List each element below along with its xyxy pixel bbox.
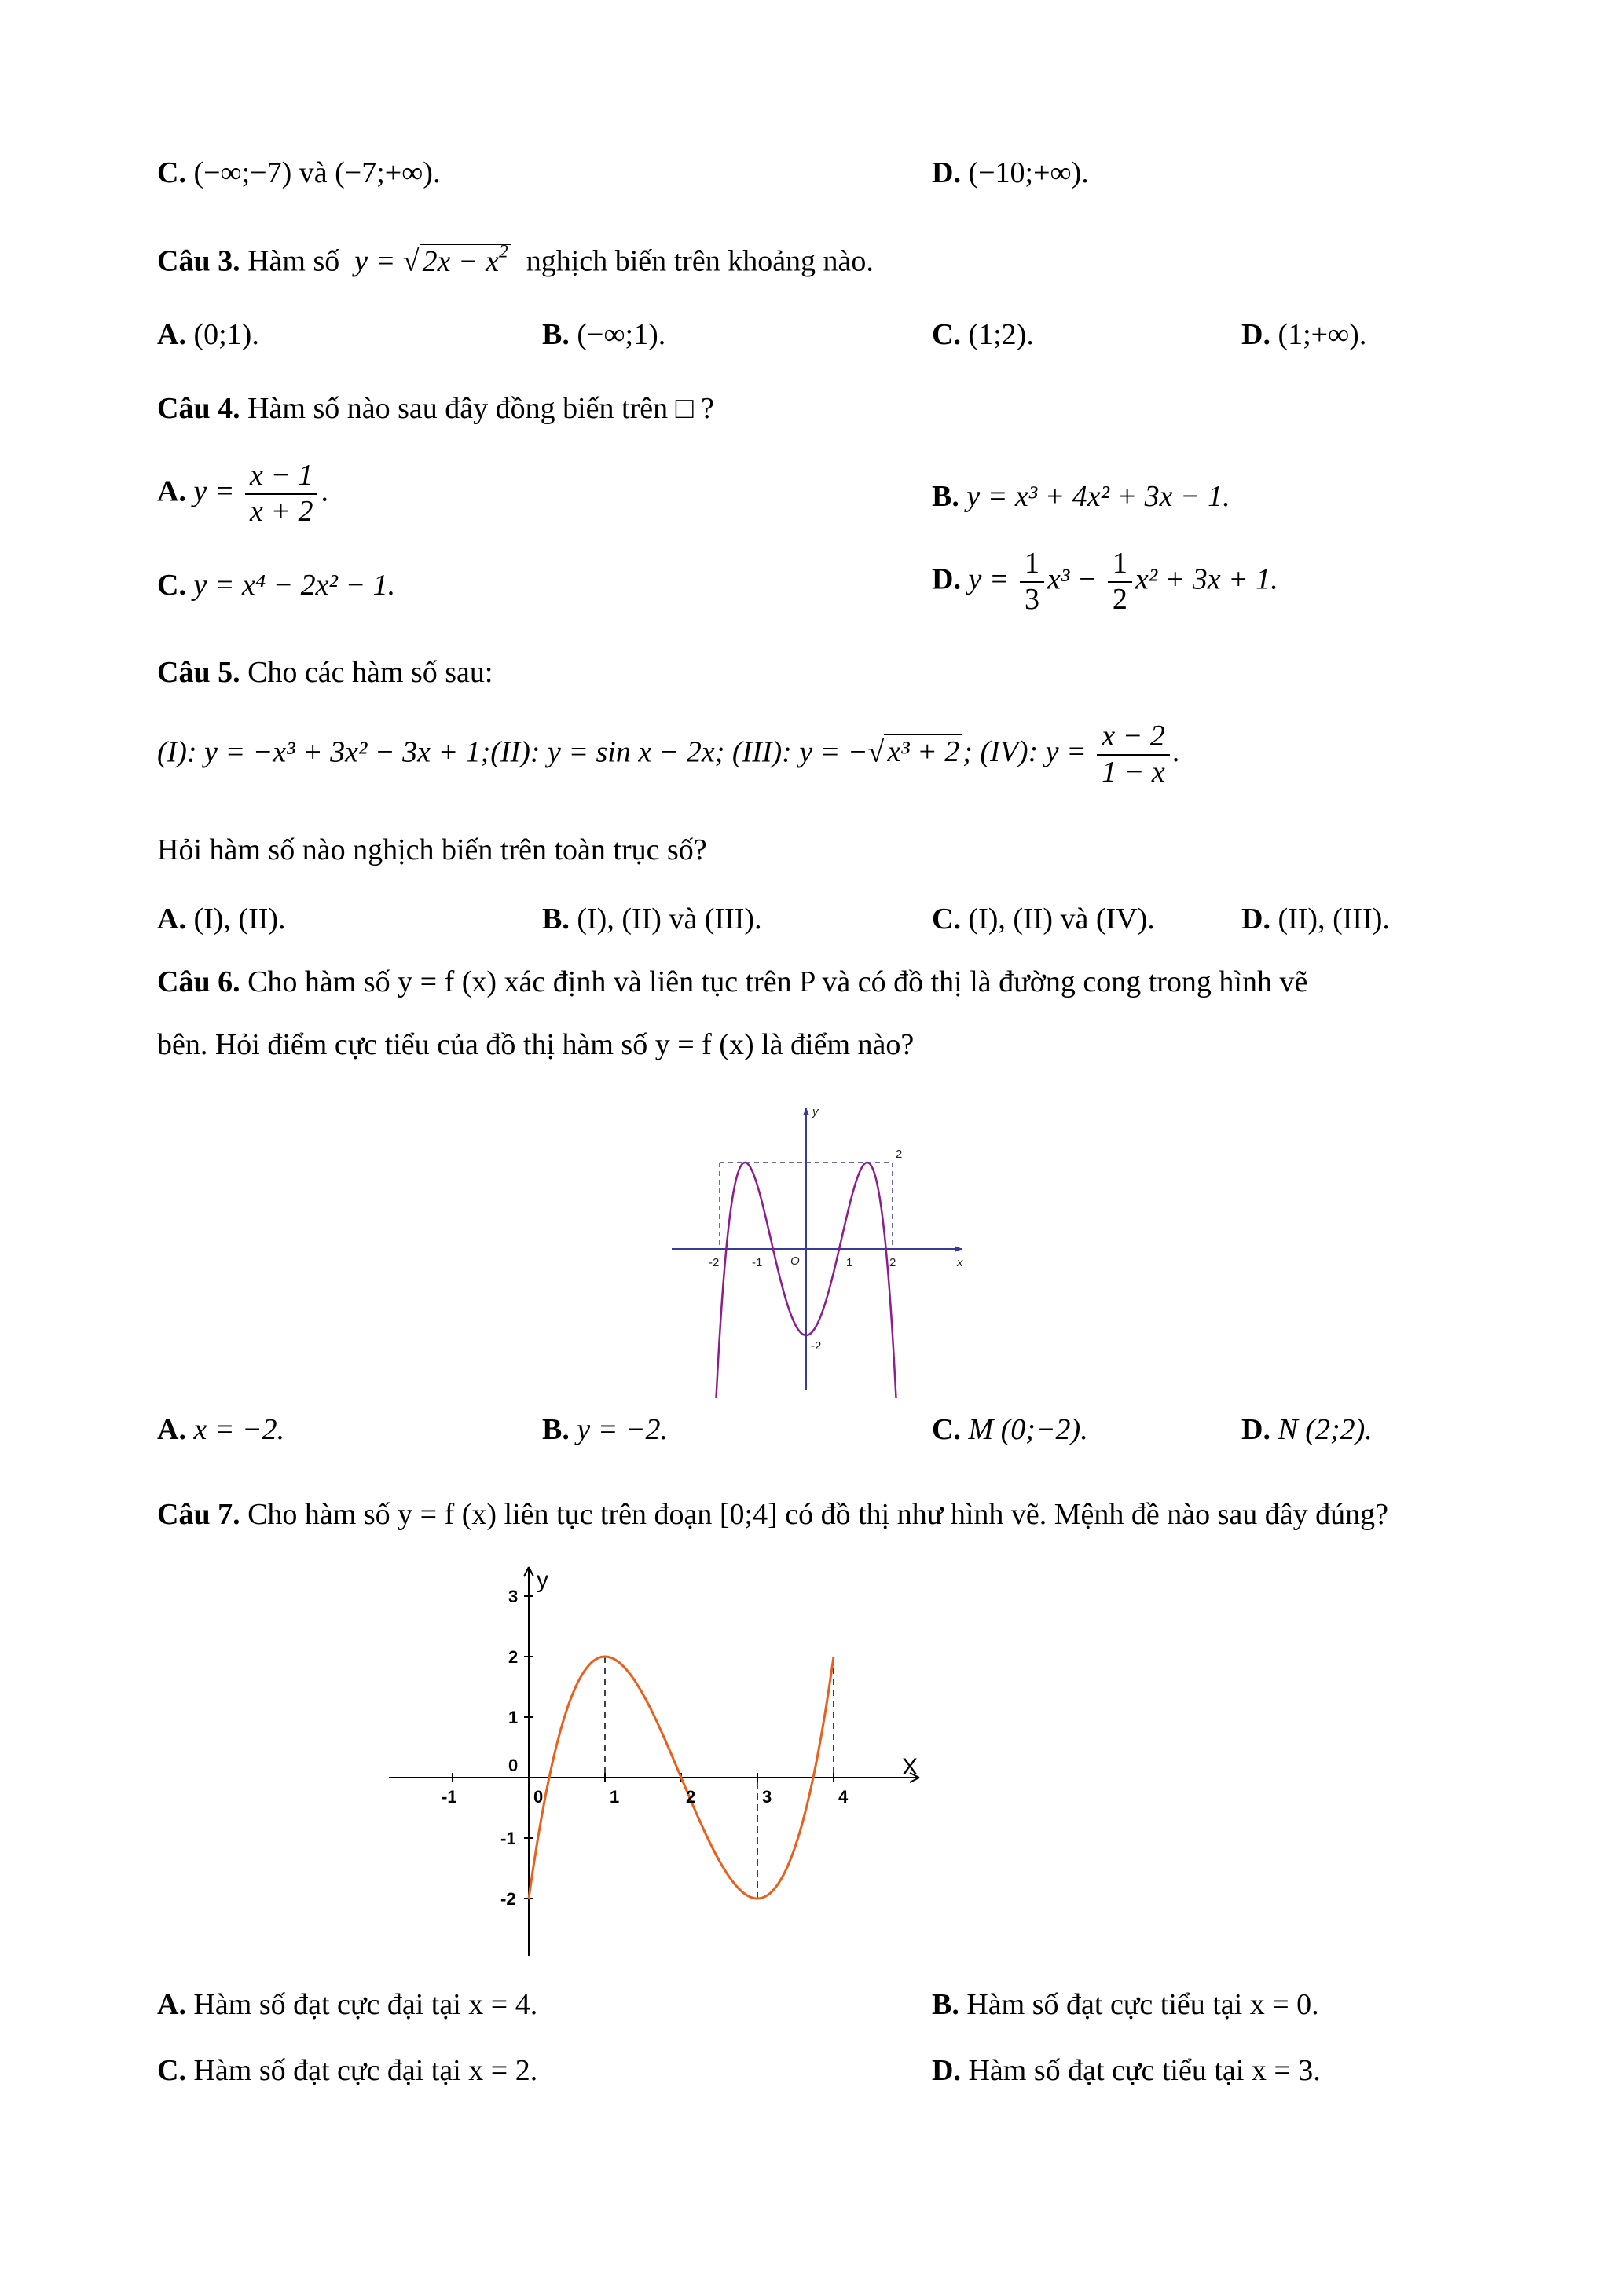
sqrt-radicand: $2x - x^2$ (420, 244, 511, 278)
question-tail: nghịch biến trên khoảng nào. (526, 244, 874, 278)
question-5-stem: Câu 5. Cho các hàm số sau: (157, 656, 493, 689)
y-tick-label-2: 2 (896, 1148, 903, 1161)
function-i: (I): y = −x³ + 3x² − 3x + 1; (157, 735, 491, 769)
question-5-functions (157, 720, 1180, 789)
question-5-option-c[interactable]: C. (I), (II) và (IV). (932, 903, 1155, 936)
x-tick-label: 2 (686, 1787, 696, 1807)
question-4-option-b[interactable]: B. y = x³ + 4x² + 3x − 1. (932, 480, 1230, 513)
question-5-option-a[interactable]: A. (I), (II). (157, 903, 286, 936)
option-label: D. (932, 156, 961, 189)
question-3-stem (157, 240, 874, 280)
x-tick-label: -2 (709, 1256, 720, 1269)
x-tick-label: 2 (889, 1256, 896, 1269)
option-text: (−∞;−7) và (−7;+∞). (193, 156, 441, 189)
fraction: $\frac{x - 1}{x + 2}$ (245, 459, 318, 529)
y-tick-label: 2 (508, 1647, 519, 1667)
option-label: C. (157, 156, 186, 189)
y-tick-label: 0 (508, 1756, 519, 1775)
question-4-option-d[interactable]: D. y = $\frac{1}{3}$ x³ − $\frac{1}{2}$ x² + 3x + 1. (932, 547, 1278, 616)
x-tick-label: 3 (762, 1787, 772, 1807)
x-tick-label: 1 (846, 1256, 853, 1269)
question-6-option-d[interactable]: D. N (2;2). (1241, 1413, 1373, 1446)
question-4-option-c[interactable]: C. y = x⁴ − 2x² − 1. (157, 569, 396, 602)
question-4-option-a[interactable]: A. y = $\frac{x - 1}{x + 2}$ . (157, 459, 328, 528)
y-axis-label: y (812, 1105, 819, 1119)
sqrt-sign: √ (402, 244, 420, 278)
question-6-stem-line1: Câu 6. Cho hàm số y = f (x) xác định và liên tục trên P và có đồ thị là đường cong trong hình vẽ (157, 965, 1308, 998)
y-axis-label: y (537, 1567, 548, 1593)
x-tick-label: 1 (610, 1787, 620, 1807)
question-3-option-d[interactable]: D. (1;+∞). (1241, 318, 1367, 351)
y-tick-label: -2 (500, 1889, 516, 1909)
question-3-option-b[interactable]: B. (−∞;1). (542, 318, 666, 351)
question-7-option-b[interactable]: B. Hàm số đạt cực tiểu tại x = 0. (932, 1988, 1319, 2021)
question-6-option-a[interactable]: A. x = −2. (157, 1413, 285, 1446)
question-5-option-b[interactable]: B. (I), (II) và (III). (542, 903, 762, 936)
x-tick-label: 0 (533, 1787, 544, 1807)
x-axis-arrow (955, 1246, 962, 1252)
question-7-graph (377, 1559, 943, 1976)
x-tick-label: 4 (838, 1787, 849, 1807)
y-tick-label: 1 (508, 1708, 519, 1727)
x-axis-label: x (957, 1256, 963, 1269)
question-6-option-c[interactable]: C. M (0;−2). (932, 1413, 1088, 1446)
formula-lhs: y = (354, 244, 403, 278)
x-axis-label: X (902, 1754, 918, 1780)
y-tick-label-minus-2: -2 (811, 1339, 822, 1353)
question-6-stem-line2: bên. Hỏi điểm cực tiểu của đồ thị hàm số y = f (x) là điểm nào? (157, 1028, 915, 1061)
question-5-question: Hỏi hàm số nào nghịch biến trên toàn trục số? (157, 833, 707, 866)
fraction: $\frac{1}{3}$ (1020, 547, 1044, 617)
question-lead: Hàm số (247, 244, 340, 278)
question-label: Câu 3. (157, 244, 240, 278)
question-2-option-d[interactable] (932, 156, 1089, 192)
function-iv: (IV): y = $\frac{x - 2}{1 - x}$ . (980, 720, 1181, 789)
y-tick-label: 3 (508, 1587, 519, 1606)
origin-label: O (790, 1254, 800, 1268)
question-6-option-b[interactable]: B. y = −2. (542, 1413, 669, 1446)
y-axis-arrow (803, 1108, 809, 1115)
question-7-option-c[interactable]: C. Hàm số đạt cực đại tại x = 2. (157, 2054, 538, 2087)
question-6-graph (660, 1100, 974, 1398)
question-5-option-d[interactable]: D. (II), (III). (1241, 903, 1390, 936)
question-7-option-a[interactable]: A. Hàm số đạt cực đại tại x = 4. (157, 1988, 538, 2021)
option-text: (−10;+∞). (968, 156, 1089, 189)
x-tick-label: -1 (752, 1256, 763, 1269)
y-tick-label: -1 (500, 1829, 516, 1848)
x-tick-label: -1 (442, 1787, 457, 1807)
question-7-option-d[interactable]: D. Hàm số đạt cực tiểu tại x = 3. (932, 2054, 1321, 2087)
question-3-option-a[interactable]: A. (0;1). (157, 318, 259, 351)
question-7-stem: Câu 7. Cho hàm số y = f (x) liên tục trên đoạn [0;4] có đồ thị như hình vẽ. Mệnh đề nào sau đây đúng? (157, 1498, 1389, 1531)
question-3-option-c[interactable]: C. (1;2). (932, 318, 1034, 351)
question-4-stem: Câu 4. Hàm số nào sau đây đồng biến trên □ ? (157, 392, 714, 425)
fraction: $\frac{1}{2}$ (1108, 547, 1132, 617)
function-iii: (III): y = −√ x³ + 2 ; (731, 735, 973, 769)
question-2-option-c[interactable] (157, 156, 440, 192)
function-ii: (II): y = sin x − 2x; (490, 735, 725, 769)
